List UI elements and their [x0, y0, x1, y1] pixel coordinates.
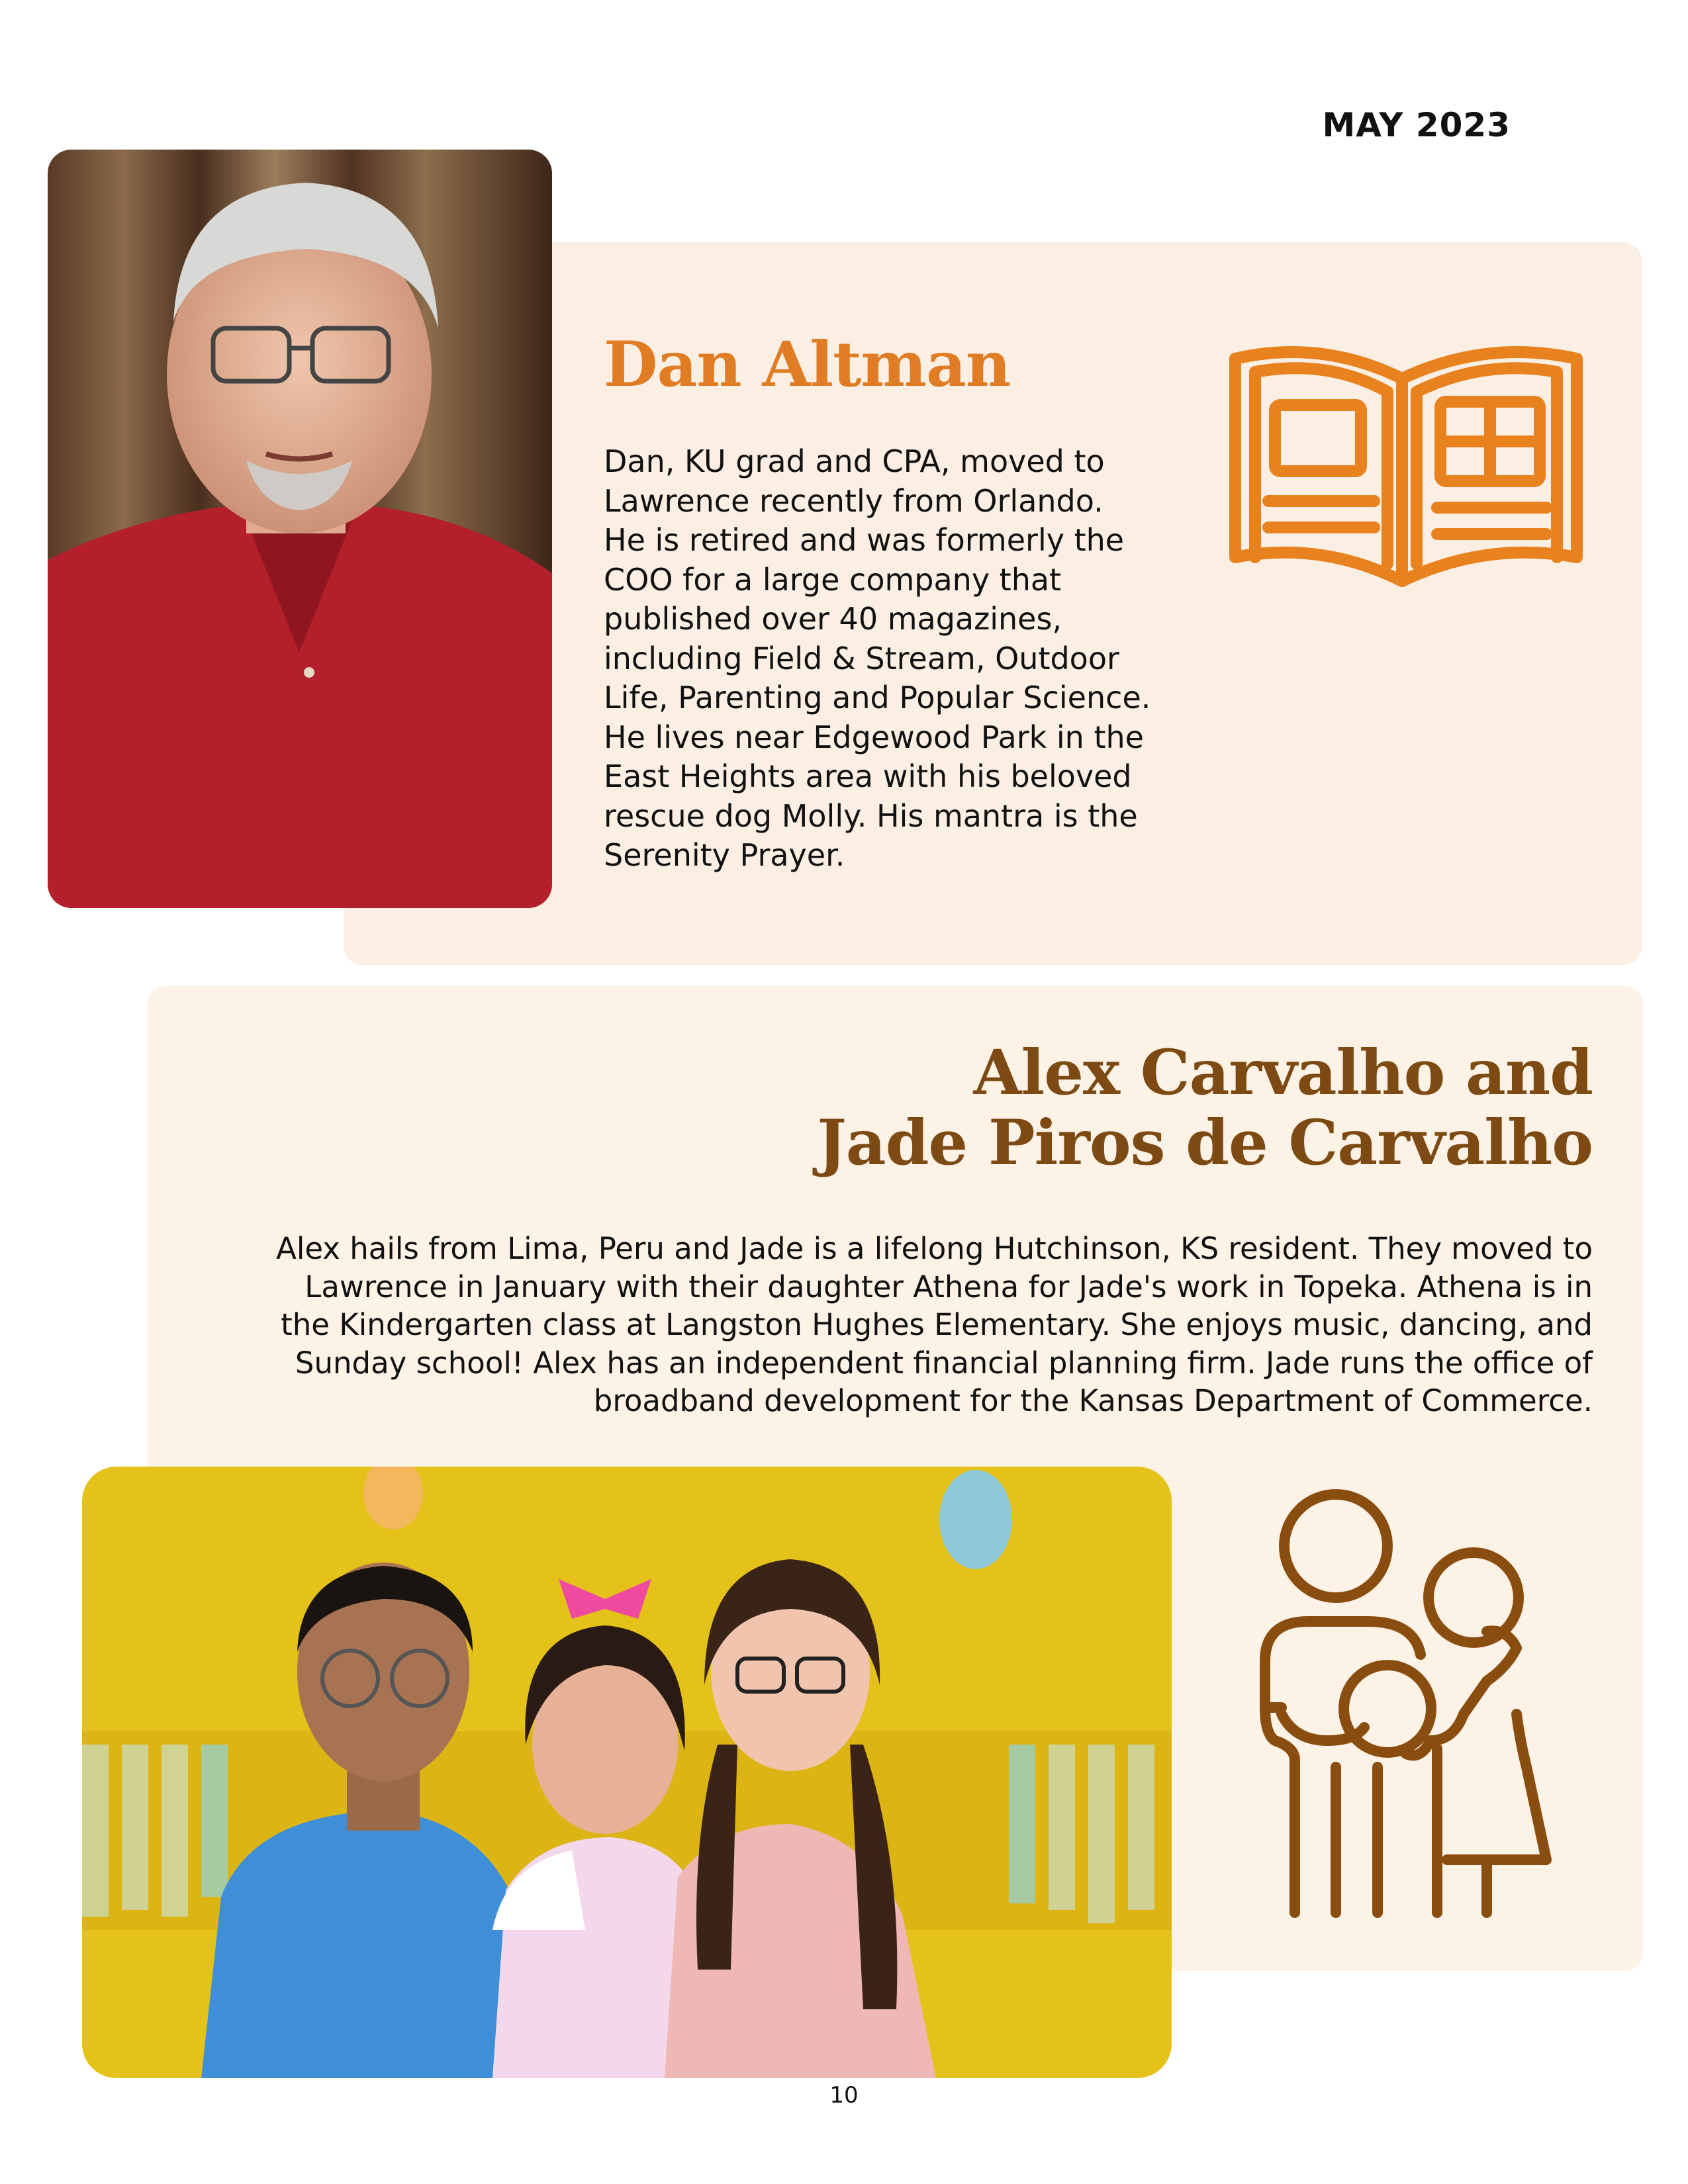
profile-name-carvalho-family [666, 1038, 1593, 1178]
page-number: 10 [829, 2082, 859, 2109]
family-icon [1255, 1489, 1552, 1918]
open-book-icon [1229, 332, 1583, 590]
profile-name-line-1: Alex Carvalho and [973, 1036, 1593, 1109]
carvalho-family-photo [82, 1467, 1172, 2078]
profile-name-dan-altman: Dan Altman [604, 328, 1011, 401]
profile-bio-dan-altman: Dan, KU grad and CPA, moved to Lawrence recently from Orlando. He is retired and was formerly the COO for a large company that published over 40 magazines, including Field & Stream, Outdoor Life, Parenting and Popular Science. He lives near Edgewood Park in the East Heights area with his beloved rescue dog Molly. His mantra is the Serenity Prayer. [604, 443, 1151, 873]
dan-altman-photo [48, 150, 552, 908]
profile-name-line-2: Jade Piros de Carvalho [817, 1107, 1593, 1179]
issue-date: MAY 2023 [1322, 106, 1511, 144]
profile-bio-carvalho-family: Alex hails from Lima, Peru and Jade is a lifelong Hutchinson, KS resident. They moved to Lawrence in January with their daughter Athena for Jade's work in Topeka. Athena is in the Kindergarten class at Langston Hughes Elementary. She enjoys music, dancing, and Sunday school! Alex has an independent financial planning firm. Jade runs the office of broadband development for the Kansas Department of Commerce. [276, 1231, 1593, 1418]
